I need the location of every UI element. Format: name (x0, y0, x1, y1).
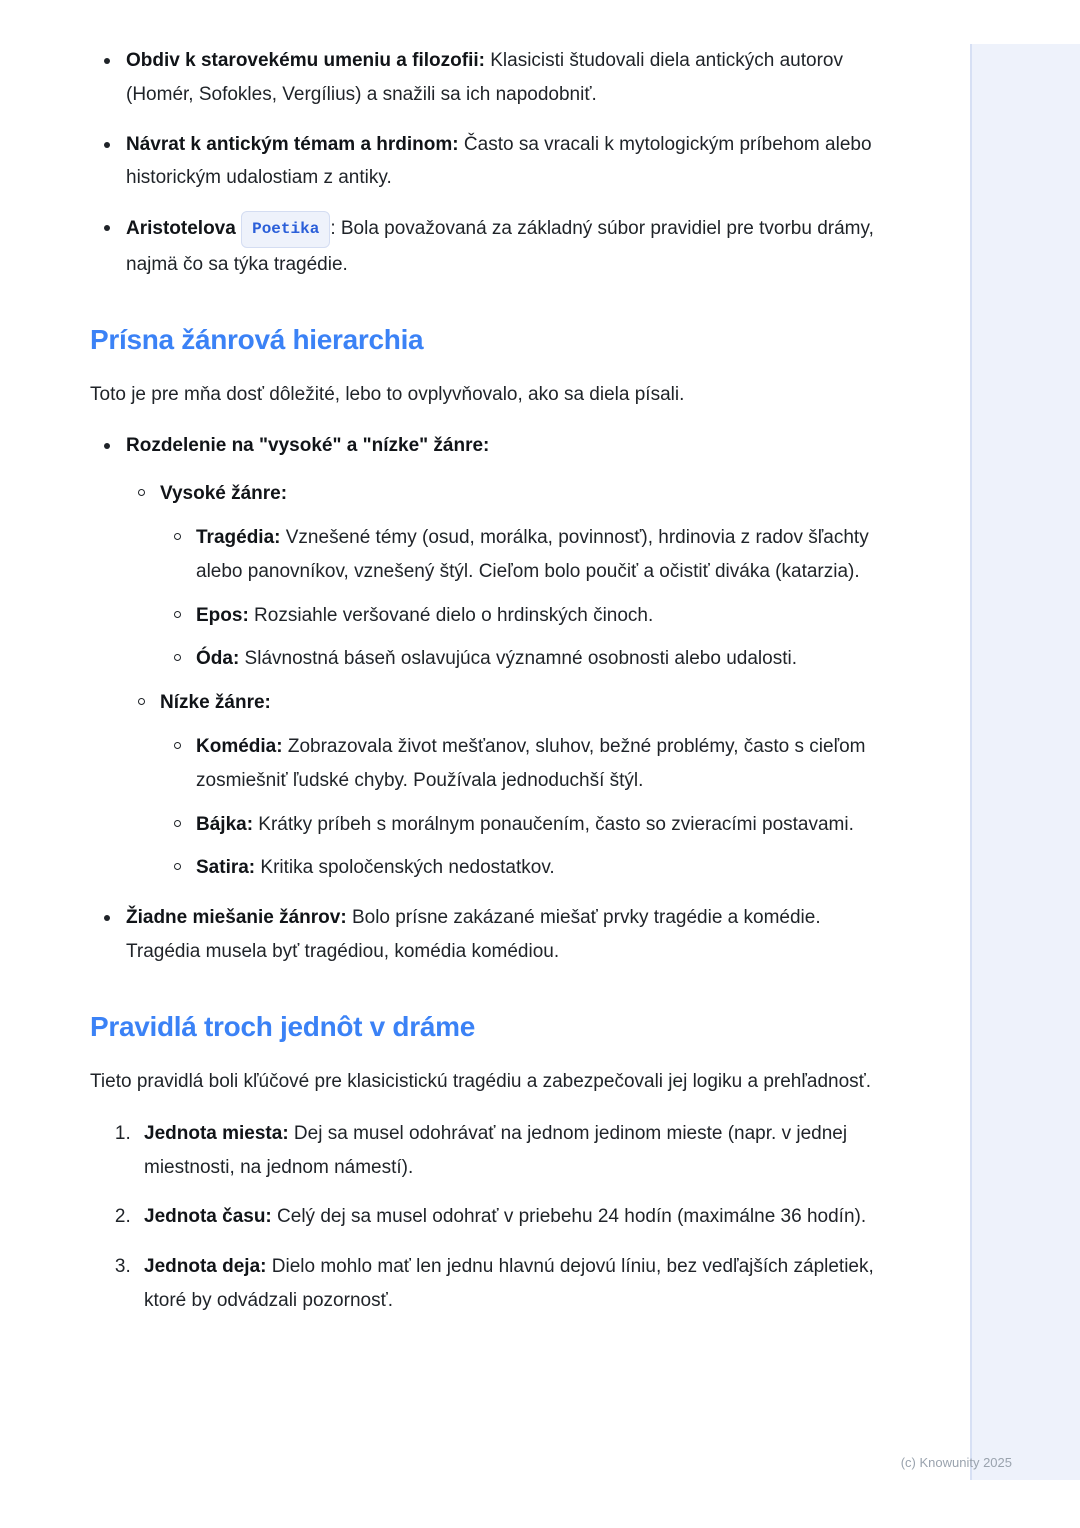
unities-numbered-list (90, 1117, 880, 1318)
bullet-label: Návrat k antickým témam a hrdinom: (126, 133, 459, 155)
bullet-text: Vznešené témy (osud, morálka, povinnosť), hrdinovia z radov šľachty alebo panovníkov, vznešený štýl. Cieľom bolo poučiť a očistiť diváka (katarzia). (196, 526, 869, 582)
bullet-text: Dielo mohlo mať len jednu hlavnú dejovú líniu, bez vedľajších zápletiek, ktoré by odvádzali pozornosť. (144, 1256, 874, 1311)
bullet-label: Epos: (196, 604, 249, 626)
bullet-label: Obdiv k starovekému umeniu a filozofii: (126, 50, 485, 71)
intro-bullet-list (90, 44, 880, 282)
list-item (90, 901, 880, 969)
low-genre-items (160, 730, 880, 885)
bullet-text: Slávnostná báseň oslavujúca významné osobnosti alebo udalosti. (239, 648, 797, 670)
bullet-label: Jednota času: (144, 1206, 272, 1228)
copyright-footer: (c) Knowunity 2025 (900, 1455, 1012, 1470)
list-item (136, 1250, 880, 1318)
bullet-label: Komédia: (196, 736, 283, 758)
bullet-text: Celý dej sa musel odohrať v priebehu 24 hodín (maximálne 36 hodín). (271, 1206, 867, 1228)
bullet-text: Zobrazovala život mešťanov, sluhov, bežné problémy, často s cieľom zosmiešniť ľudské chyby. Používala jednoduchší štýl. (196, 736, 866, 791)
list-item (160, 599, 880, 633)
list-item (136, 1200, 880, 1234)
bullet-text: Dej sa musel odohrávať na jednom jedinom mieste (napr. v jednej miestnosti, na jednom námestí). (144, 1122, 848, 1178)
bullet-label: Žiadne miešanie žánrov: (126, 907, 347, 929)
genres-bullet-list (90, 429, 880, 969)
bullet-text: : Bola považovaná za základný súbor pravidiel pre tvorbu drámy, najmä čo sa týka tragédie. (126, 218, 874, 275)
list-item (160, 808, 880, 842)
section-unities-intro: Tieto pravidlá boli kľúčové pre klasicistickú tragédiu a zabezpečovali jej logiku a prehľadnosť. (90, 1070, 872, 1092)
bullet-label: Óda: (196, 648, 240, 670)
list-item (160, 730, 880, 798)
list-item (126, 477, 880, 676)
list-item (90, 211, 880, 281)
list-item (126, 686, 880, 885)
section-title-unities: Pravidlá troch jednôt v dráme (90, 1010, 475, 1042)
bullet-label: Vysoké žánre: (160, 483, 288, 505)
bullet-text: Krátky príbeh s morálnym ponaučením, často so zvieracími postavami. (253, 813, 854, 835)
bullet-text: Kritika spoločenských nedostatkov. (255, 857, 555, 879)
bullet-label: Rozdelenie na "vysoké" a "nízke" žánre: (126, 435, 490, 457)
document-content (90, 44, 880, 1318)
bullet-label: Jednota miesta: (144, 1122, 289, 1144)
section-genres-intro: Toto je pre mňa dosť dôležité, lebo to ovplyvňovalo, ako sa diela písali. (90, 383, 685, 405)
list-item (160, 642, 880, 676)
page-side-rail (970, 44, 1080, 1480)
list-item (136, 1117, 880, 1185)
list-item (160, 521, 880, 589)
bullet-label: Jednota deja: (144, 1256, 267, 1278)
list-item (90, 44, 880, 112)
bullet-text: Bolo prísne zakázané miešať prvky tragédie a komédie. Tragédia musela byť tragédiou, komédia komédiou. (126, 907, 821, 963)
bullet-label: Nízke žánre: (160, 692, 271, 714)
bullet-text: Často sa vracali k mytologickým príbehom alebo historickým udalostiam z antiky. (126, 133, 872, 189)
bullet-label: Aristotelova (126, 218, 236, 240)
inline-code-poetika: Poetika (241, 211, 330, 247)
bullet-label: Tragédia: (196, 526, 281, 548)
section-title-genres: Prísna žánrová hierarchia (90, 323, 424, 355)
bullet-label: Satira: (196, 857, 256, 879)
bullet-text: Klasicisti študovali diela antických autorov (Homér, Sofokles, Vergílius) a snažili sa ich napodobniť. (126, 50, 843, 105)
genre-sublist (126, 477, 880, 885)
bullet-label: Bájka: (196, 813, 254, 835)
list-item (90, 128, 880, 196)
bullet-text: Rozsiahle veršované dielo o hrdinských činoch. (248, 604, 654, 626)
high-genre-items (160, 521, 880, 676)
list-item (90, 429, 880, 885)
list-item (160, 851, 880, 885)
